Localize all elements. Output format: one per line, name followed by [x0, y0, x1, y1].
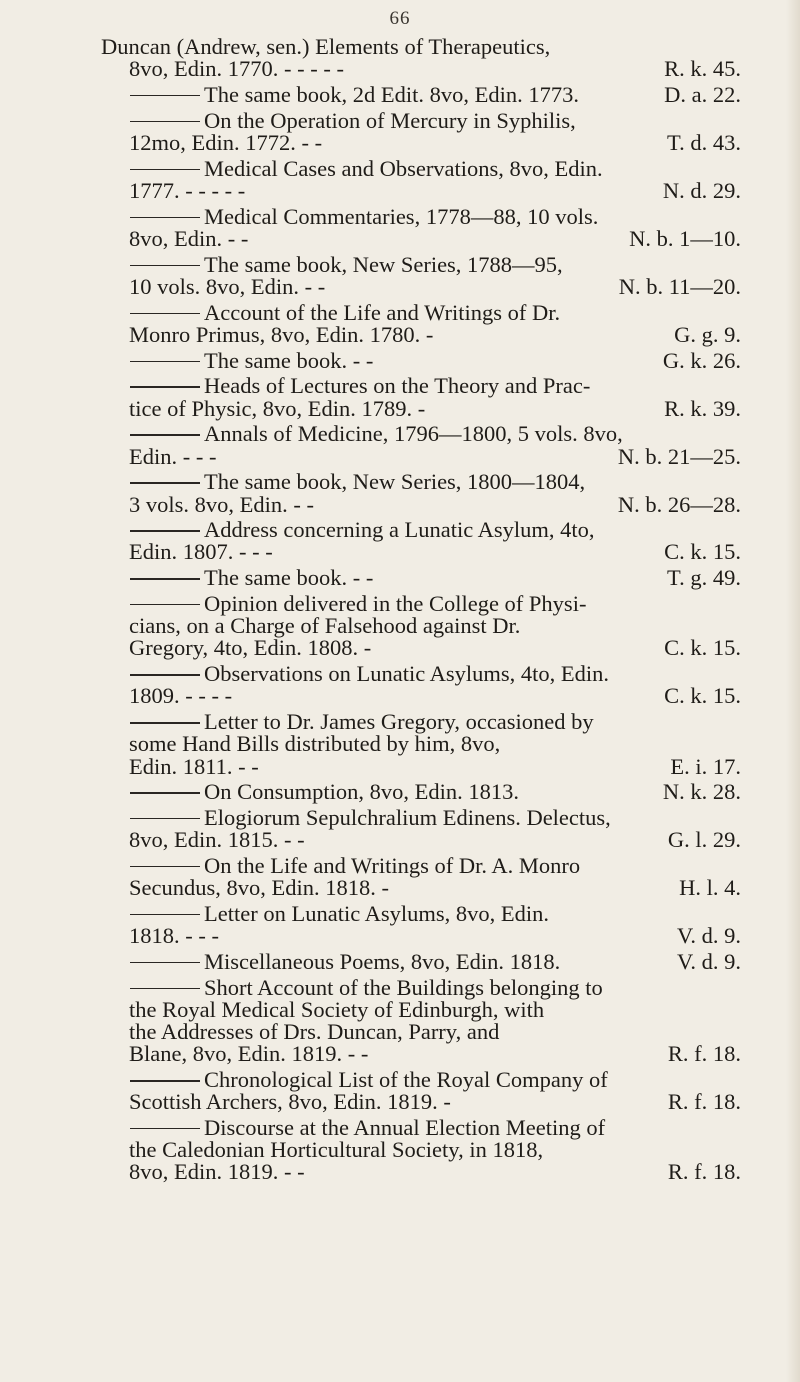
entry-text: the Royal Medical Society of Edinburgh, with: [129, 996, 545, 1022]
catalogue-entry: [101, 81, 741, 107]
entry-text: cians, on a Charge of Falsehood against Dr.: [129, 613, 521, 639]
ditto-dash: [130, 169, 200, 170]
entry-line: [101, 177, 741, 203]
ditto-dash: [130, 386, 200, 387]
entry-line: [101, 593, 741, 615]
entry-text: Miscellaneous Poems, 8vo, Edin. 1818.: [204, 949, 561, 974]
entry-text: Observations on Lunatic Asylums, 4to, Edin.: [204, 661, 609, 687]
entry-line: [101, 1161, 741, 1183]
catalogue-entry: [101, 1117, 741, 1184]
shelf-mark: T. g. 49.: [667, 565, 741, 591]
entry-line: [101, 225, 741, 251]
entry-text: 8vo, Edin. 1815. - -: [129, 827, 305, 853]
entry-text: On Consumption, 8vo, Edin. 1813.: [204, 779, 520, 805]
shelf-mark: V. d. 9.: [677, 949, 741, 974]
entry-line: [101, 36, 741, 58]
entry-text: 8vo, Edin. 1819. - -: [129, 1159, 305, 1185]
entry-line: [101, 925, 741, 947]
entry-text: Medical Commentaries, 1778—88, 10 vols.: [204, 203, 599, 229]
catalogue-entry: [101, 951, 741, 973]
entry-line: [101, 1021, 741, 1043]
entry-text: On the Operation of Mercury in Syphilis,: [204, 107, 576, 133]
entry-text: Account of the Life and Writings of Dr.: [204, 299, 561, 325]
entry-line: [101, 663, 741, 685]
entry-text: 8vo, Edin. - -: [129, 225, 249, 251]
shelf-mark: C. k. 15.: [664, 539, 741, 565]
shelf-mark: V. d. 9.: [677, 923, 741, 949]
shelf-mark: T. d. 43.: [667, 129, 741, 155]
catalogue-entry: [101, 299, 741, 347]
entry-text: The same book, New Series, 1788—95,: [204, 251, 563, 277]
entry-text: The same book. - -: [204, 565, 374, 591]
ditto-dash: [130, 121, 200, 122]
entry-text: Monro Primus, 8vo, Edin. 1780. -: [129, 321, 434, 347]
catalogue-entry: [101, 1069, 741, 1113]
entry-text: Letter to Dr. James Gregory, occasioned by: [204, 709, 594, 735]
entry-text: Annals of Medicine, 1796—1800, 5 vols. 8vo,: [204, 421, 623, 447]
entry-text: On the Life and Writings of Dr. A. Monro: [204, 853, 581, 879]
entry-text: 12mo, Edin. 1772. - -: [129, 129, 323, 155]
catalogue-entry: [101, 375, 741, 419]
shelf-mark: N. b. 1—10.: [629, 225, 741, 251]
entry-line: [101, 637, 741, 659]
shelf-mark: G. k. 26.: [662, 347, 741, 373]
catalogue-entry: [101, 663, 741, 707]
entry-text: 1777. - - - - -: [129, 177, 246, 203]
entry-text: The same book, New Series, 1800—1804,: [204, 469, 586, 495]
entry-line: [101, 129, 741, 155]
entry-line: [101, 347, 741, 373]
entry-line: [101, 471, 741, 493]
entry-text: Short Account of the Buildings belonging to: [204, 974, 603, 1000]
entry-text: The same book. - -: [204, 347, 374, 373]
ditto-dash: [130, 792, 200, 793]
ditto-dash: [130, 866, 200, 867]
entry-line: [101, 491, 741, 517]
catalogue-entry: [101, 36, 741, 80]
ditto-dash: [130, 217, 200, 218]
page-edge-shadow: [786, 0, 800, 1382]
entry-line: [101, 615, 741, 637]
entry-line: [101, 155, 741, 181]
entry-line: [101, 423, 741, 445]
shelf-mark: N. b. 11—20.: [618, 273, 741, 299]
entry-line: [101, 877, 741, 899]
catalogue-entry: [101, 107, 741, 155]
shelf-mark: R. f. 18.: [667, 1041, 741, 1067]
catalogue-entry: [101, 974, 741, 1067]
shelf-mark: D. a. 22.: [664, 81, 741, 107]
entry-text: Scottish Archers, 8vo, Edin. 1819. -: [129, 1089, 451, 1115]
ditto-dash: [130, 95, 200, 96]
entry-line: [101, 1091, 741, 1113]
entry-line: [101, 251, 741, 277]
shelf-mark: N. d. 29.: [662, 177, 741, 203]
catalogue-entry: [101, 347, 741, 373]
ditto-dash: [130, 434, 200, 435]
entry-line: [101, 807, 741, 829]
shelf-mark: R. k. 45.: [664, 56, 741, 82]
entry-line: [101, 443, 741, 469]
entry-line: [101, 781, 741, 803]
catalogue-entry: [101, 155, 741, 203]
entry-text: Elogiorum Sepulchralium Edinens. Delectus,: [204, 805, 611, 831]
entry-text: some Hand Bills distributed by him, 8vo,: [129, 731, 501, 757]
entry-text: 1818. - - -: [129, 923, 219, 949]
entry-text: Letter on Lunatic Asylums, 8vo, Edin.: [204, 901, 549, 927]
entry-text: 1809. - - - -: [129, 683, 233, 709]
page-number: 66: [389, 8, 411, 29]
shelf-mark: N. k. 28.: [662, 779, 741, 805]
entry-text: Chronological List of the Royal Company of: [204, 1067, 608, 1093]
entry-text: tice of Physic, 8vo, Edin. 1789. -: [129, 395, 426, 421]
catalogue-entries: [101, 36, 741, 1187]
catalogue-entry: [101, 593, 741, 660]
ditto-dash: [130, 914, 200, 915]
shelf-mark: R. f. 18.: [667, 1089, 741, 1115]
entry-text: Edin. 1811. - -: [129, 753, 259, 779]
entry-line: [101, 81, 741, 107]
entry-line: [101, 567, 741, 589]
entry-line: [101, 733, 741, 755]
entry-line: [101, 951, 741, 973]
catalogue-entry: [101, 903, 741, 947]
catalogue-entry: [101, 855, 741, 899]
entry-line: [101, 974, 741, 1000]
catalogue-entry: [101, 471, 741, 515]
ditto-dash: [130, 1128, 200, 1129]
shelf-mark: C. k. 15.: [664, 635, 741, 661]
entry-line: [101, 996, 741, 1022]
catalogue-entry: [101, 519, 741, 563]
entry-line: [101, 1139, 741, 1161]
entry-text: Heads of Lectures on the Theory and Prac-: [204, 373, 591, 399]
entry-line: [101, 1043, 741, 1065]
entry-line: [101, 375, 741, 397]
ditto-dash: [130, 962, 200, 963]
ditto-dash: [130, 265, 200, 266]
entry-line: [101, 855, 741, 877]
entry-line: [101, 1117, 741, 1139]
ditto-dash: [130, 530, 200, 531]
entry-line: [101, 299, 741, 325]
catalogue-entry: [101, 567, 741, 589]
catalogue-entry: [101, 203, 741, 251]
ditto-dash: [130, 988, 200, 989]
ditto-dash: [130, 674, 200, 675]
ditto-dash: [130, 818, 200, 819]
shelf-mark: G. l. 29.: [667, 827, 741, 853]
ditto-dash: [130, 604, 200, 605]
entry-text: Duncan (Andrew, sen.) Elements of Therapeutics,: [101, 34, 551, 59]
entry-text: The same book, 2d Edit. 8vo, Edin. 1773.: [204, 81, 579, 107]
catalogue-entry: [101, 251, 741, 299]
entry-line: [101, 519, 741, 541]
entry-line: [101, 273, 741, 299]
ditto-dash: [130, 361, 200, 362]
shelf-mark: N. b. 21—25.: [617, 443, 741, 469]
shelf-mark: G. g. 9.: [674, 321, 741, 347]
entry-text: Address concerning a Lunatic Asylum, 4to,: [204, 517, 595, 543]
entry-text: Medical Cases and Observations, 8vo, Edin.: [204, 155, 603, 181]
entry-text: Opinion delivered in the College of Physi-: [204, 591, 587, 617]
entry-text: Blane, 8vo, Edin. 1819. - -: [129, 1041, 369, 1067]
shelf-mark: H. l. 4.: [679, 875, 741, 901]
entry-line: [101, 541, 741, 563]
shelf-mark: N. b. 26—28.: [617, 491, 741, 517]
entry-text: 10 vols. 8vo, Edin. - -: [129, 273, 326, 299]
ditto-dash: [130, 482, 200, 483]
entry-line: [101, 685, 741, 707]
entry-line: [101, 1069, 741, 1091]
entry-line: [101, 903, 741, 925]
entry-line: [101, 395, 741, 421]
entry-text: Discourse at the Annual Election Meeting of: [204, 1115, 606, 1141]
entry-text: 3 vols. 8vo, Edin. - -: [129, 491, 314, 517]
ditto-dash: [130, 313, 200, 314]
entry-text: 8vo, Edin. 1770. - - - - -: [129, 56, 344, 82]
entry-text: Secundus, 8vo, Edin. 1818. -: [129, 875, 389, 901]
entry-text: the Addresses of Drs. Duncan, Parry, and: [129, 1019, 500, 1045]
entry-line: [101, 829, 741, 851]
entry-text: Edin. 1807. - - -: [129, 539, 273, 565]
entry-line: [101, 321, 741, 347]
entry-text: Gregory, 4to, Edin. 1808. -: [129, 635, 372, 661]
entry-line: [101, 107, 741, 133]
entry-text: the Caledonian Horticultural Society, in 1818,: [129, 1137, 544, 1163]
entry-line: [101, 58, 741, 80]
catalogue-entry: [101, 807, 741, 851]
catalogue-entry: [101, 711, 741, 778]
ditto-dash: [130, 722, 200, 723]
entry-line: [101, 203, 741, 229]
entry-line: [101, 711, 741, 733]
ditto-dash: [130, 578, 200, 579]
shelf-mark: E. i. 17.: [670, 753, 741, 779]
entry-text: Edin. - - -: [129, 443, 217, 469]
entry-line: [101, 753, 741, 779]
catalogue-entry: [101, 423, 741, 467]
catalogue-entry: [101, 781, 741, 803]
shelf-mark: C. k. 15.: [664, 683, 741, 709]
shelf-mark: R. f. 18.: [667, 1159, 741, 1185]
shelf-mark: R. k. 39.: [664, 395, 741, 421]
ditto-dash: [130, 1080, 200, 1081]
